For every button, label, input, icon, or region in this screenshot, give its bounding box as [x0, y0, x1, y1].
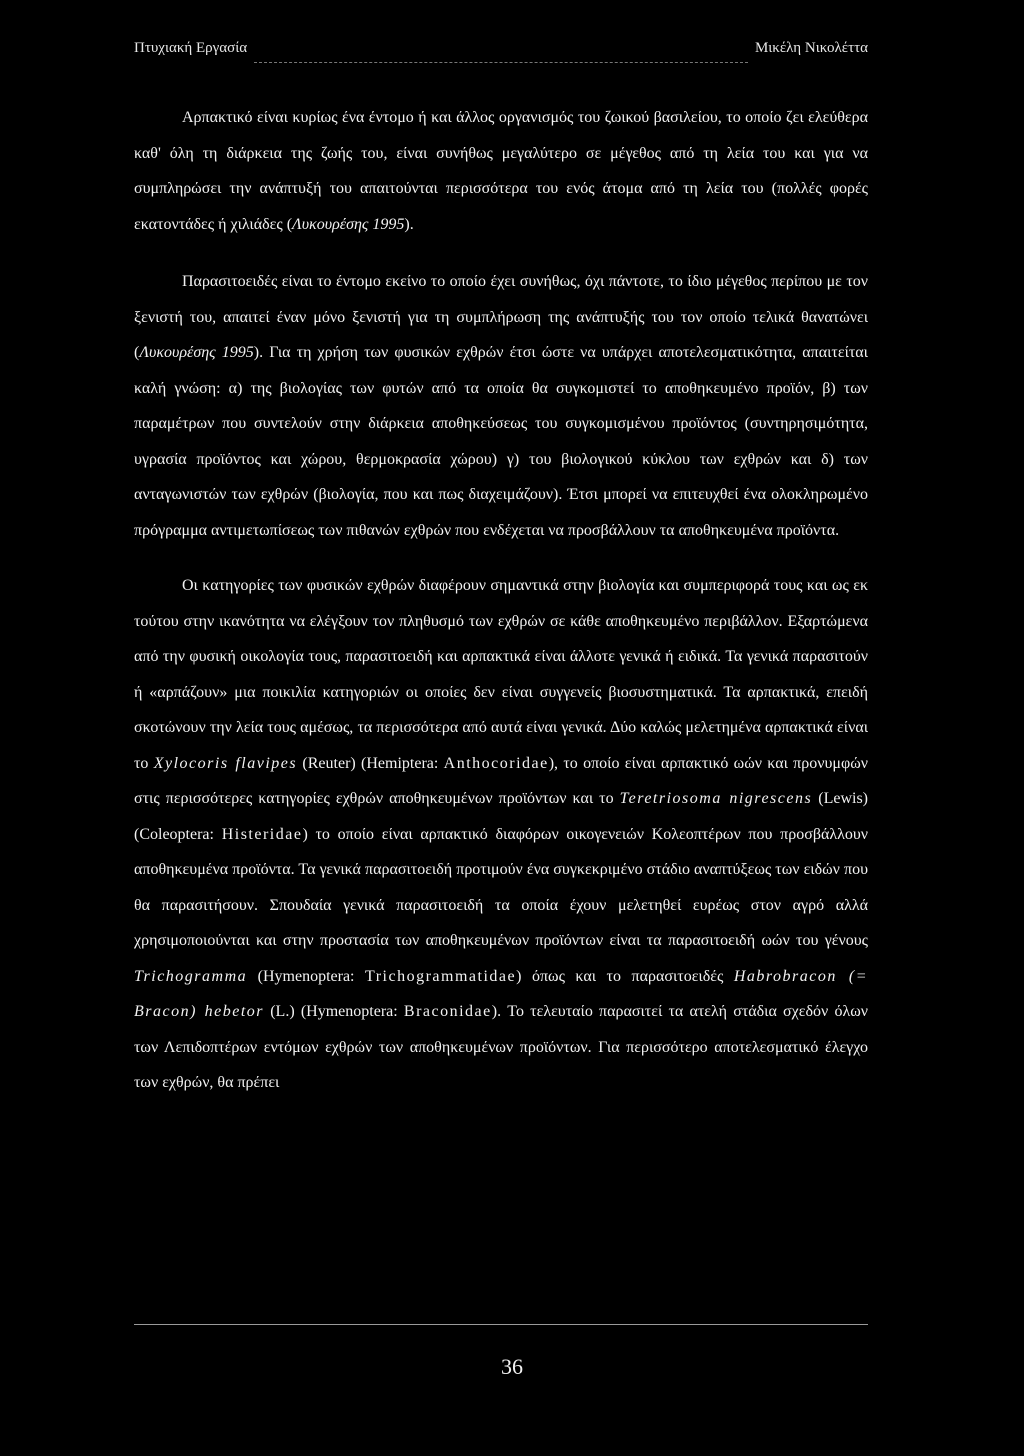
- paragraph-parasitoid-definition: [134, 264, 868, 548]
- document-body: [134, 100, 868, 1101]
- paragraph-natural-enemy-categories: [134, 568, 868, 1101]
- family-name: Histeridae: [221, 825, 303, 843]
- paragraph-text: ) όπως και το παρασιτοειδές: [516, 967, 734, 985]
- paragraph-text: Οι κατηγορίες των φυσικών εχθρών διαφέρουν σημαντικά στην βιολογία και συμπεριφορά τους και ως εκ τούτου στην ικανότητα να ελέγξουν τον πληθυσμό των εχθρών σε κάθε αποθηκευμένο περιβάλλον. Εξαρτώμενα από την φυσική οικολογία τους, παρασιτοειδή και αρπακτικά είναι άλλοτε γενικά ή ειδικά. Τα γενικά παρασιτούν ή «αρπάζουν» μια ποικιλία κατηγοριών οι οποίες δεν είναι συγγενείς βιοσυστηματικά. Τα αρπακτικά, επειδή σκοτώνουν την λεία τους αμέσως, τα περισσότερα από αυτά είναι γενικά. Δύο καλώς μελετημένα αρπακτικά είναι το: [134, 577, 868, 772]
- footer-rule: [134, 1324, 868, 1325]
- family-name: Braconidae: [403, 1003, 492, 1020]
- paragraph-text: (Lewis) (Coleoptera:: [134, 790, 869, 843]
- paragraph-predator-definition: [134, 100, 868, 242]
- paragraph-text: ). Το τελευταίο παρασιτεί τα ατελή στάδια σχεδόν όλων των Λεπιδοπτέρων εντόμων εχθρών των αποθηκευμένων προϊόντων. Για περισσότερο αποτελεσματικό έλεγχο των εχθρών, θα πρέπει: [134, 1003, 868, 1091]
- paragraph-text: ) το οποίο είναι αρπακτικό διαφόρων οικογενειών Κολεοπτέρων που προσβάλλουν αποθηκευμένα προϊόντα. Τα γενικά παρασιτοειδή προτιμούν ένα συγκεκριμένο στάδιο αναπτύξεως των ειδών που θα παρασιτήσουν. Σπουδαία γενικά παρασιτοειδή τα οποία έχουν μελετηθεί ευρέως στον αγρό αλλά χρησιμοποιούνται και στην προστασία των αποθηκευμένων προϊόντων είναι τα παρασιτοειδή ωών του γένους: [134, 825, 869, 949]
- header-rule: [254, 62, 748, 63]
- species-name: Xylocoris flavipes: [153, 754, 298, 772]
- family-name: Trichogrammatidae: [365, 967, 517, 985]
- family-name: Anthocoridae: [443, 754, 549, 772]
- citation: Λυκουρέσης 1995: [292, 215, 405, 233]
- species-name: Habrobracon (= Bracon) hebetor: [134, 967, 869, 1020]
- header-left-title: Πτυχιακή Εργασία: [134, 40, 248, 56]
- species-name: Teretriosoma nigrescens: [619, 790, 813, 807]
- paragraph-text: (L.) (Hymenoptera:: [264, 1003, 404, 1020]
- paragraph-text: ).: [404, 215, 414, 233]
- paragraph-text: Αρπακτικό είναι κυρίως ένα έντομο ή και άλλος οργανισμός του ζωικού βασιλείου, το οποίο ζει ελεύθερα καθ' όλη τη διάρκεια της ζωής του, είναι συνήθως μεγαλύτερο σε μέγεθος από τη λεία του και για να συμπληρώσει την ανάπτυξή του απαιτούνται περισσότερα του ενός άτομα από τη λεία του (πολλές φορές εκατοντάδες ή χιλιάδες (: [134, 109, 868, 233]
- paragraph-text: ), το οποίο είναι αρπακτικό ωών και προνυμφών στις περισσότερες κατηγορίες εχθρών αποθηκευμένων προϊόντων και το: [134, 754, 868, 807]
- species-name: Trichogramma: [134, 967, 248, 985]
- paragraph-text: ). Για τη χρήση των φυσικών εχθρών έτσι ώστε να υπάρχει αποτελεσματικότητα, απαιτείται καλή γνώση: α) της βιολογίας των φυτών από τα οποία θα συγκομιστεί το αποθηκευμένο προϊόν, β) των παραμέτρων που συντελούν στην διάρκεια αποθηκεύσεως του συγκομισμένου προϊόντος (συντηρησιμότητα, υγρασία προϊόντος και χώρου, θερμοκρασία χώρου) γ) του βιολογικού κύκλου των εχθρών και δ) των ανταγωνιστών των εχθρών (βιολογία, που και πως διαχειμάζουν). Έτσι μπορεί να επιτευχθεί ένα ολοκληρωμένο πρόγραμμα αντιμετωπίσεως των πιθανών εχθρών που ενδέχεται να προσβάλλουν τα αποθηκευμένα προϊόντα.: [134, 344, 868, 539]
- paragraph-text: Παρασιτοειδές είναι το έντομο εκείνο το οποίο έχει συνήθως, όχι πάντοτε, το ίδιο μέγεθος περίπου με τον ξενιστή του, απαιτεί έναν μόνο ξενιστή για τη συμπλήρωση της ανάπτυξής του τον οποίο τελικά θανατώνει (: [134, 273, 868, 361]
- paragraph-text: (Hymenoptera:: [247, 967, 366, 985]
- header-right-author: Μικέλη Νικολέττα: [754, 40, 868, 56]
- page-number: 36: [501, 1354, 523, 1379]
- citation: Λυκουρέσης 1995: [139, 344, 254, 361]
- paragraph-text: (Reuter) (Hemiptera:: [297, 754, 444, 772]
- page-header: [134, 40, 868, 64]
